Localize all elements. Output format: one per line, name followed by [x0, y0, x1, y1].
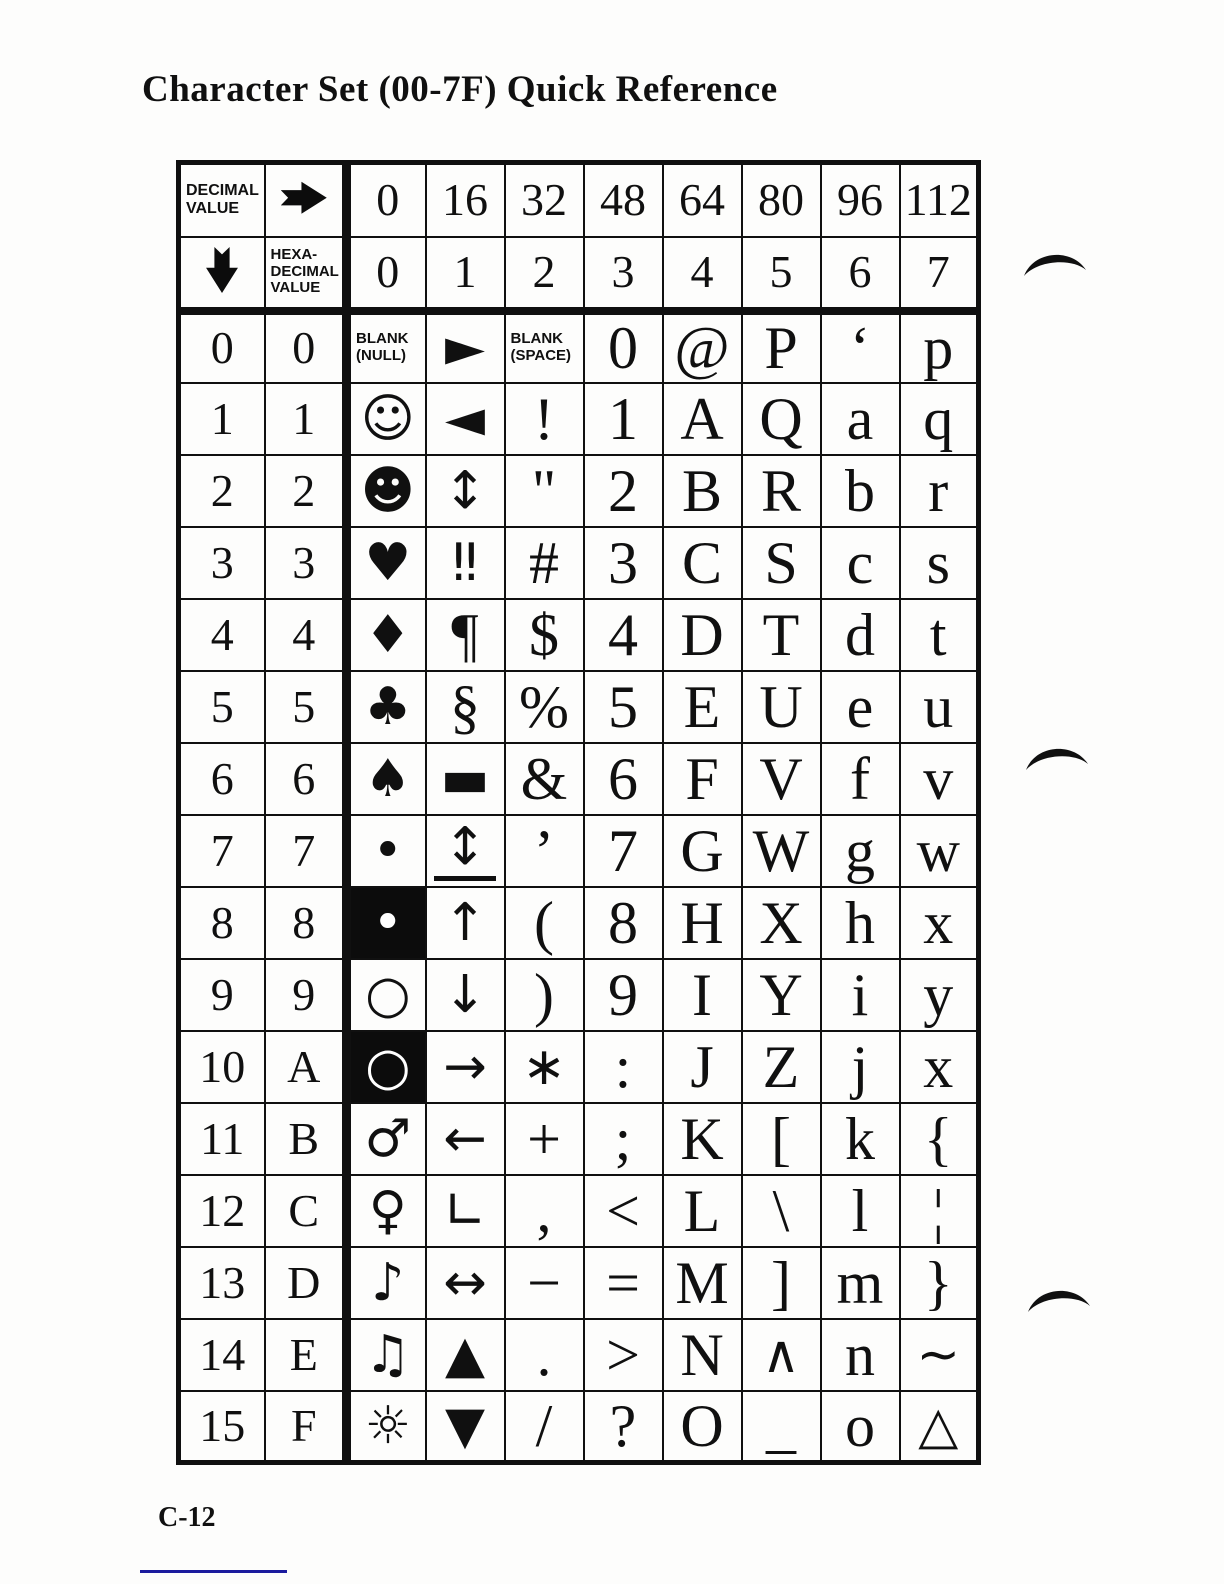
- hex-col-header: 0: [347, 237, 426, 311]
- decimal-col-header: 80: [742, 163, 821, 237]
- glyph-cell: o: [821, 1391, 900, 1463]
- glyph-cell: 1: [584, 383, 663, 455]
- glyph-cell: ♪: [347, 1247, 426, 1319]
- row-hex-value: E: [265, 1319, 347, 1391]
- glyph-cell: \: [742, 1175, 821, 1247]
- decimal-value-label: DECIMAL VALUE: [179, 163, 265, 237]
- glyph-cell: 4: [584, 599, 663, 671]
- glyph-cell: T: [742, 599, 821, 671]
- decimal-col-header: 64: [663, 163, 742, 237]
- glyph-cell: e: [821, 671, 900, 743]
- row-decimal-value: 7: [179, 815, 265, 887]
- row-hex-value: 9: [265, 959, 347, 1031]
- row-decimal-value: 6: [179, 743, 265, 815]
- glyph-cell: J: [663, 1031, 742, 1103]
- glyph-cell: 9: [584, 959, 663, 1031]
- glyph-cell: ↓: [426, 959, 505, 1031]
- table-row: [179, 527, 979, 599]
- glyph-cell: ♦: [347, 599, 426, 671]
- right-arrow-icon: [265, 163, 347, 237]
- glyph-cell: ∟: [426, 1175, 505, 1247]
- hex-col-header: 7: [900, 237, 979, 311]
- glyph-cell: }: [900, 1247, 979, 1319]
- glyph-cell: ←: [426, 1103, 505, 1175]
- row-decimal-value: 11: [179, 1103, 265, 1175]
- glyph-cell: E: [663, 671, 742, 743]
- glyph-cell: B: [663, 455, 742, 527]
- glyph-cell: •: [347, 815, 426, 887]
- glyph-cell: ►: [426, 311, 505, 383]
- hex-col-header: 4: [663, 237, 742, 311]
- table-row: [179, 1031, 979, 1103]
- table-row: [179, 1319, 979, 1391]
- hex-col-header: 5: [742, 237, 821, 311]
- glyph-cell: Y: [742, 959, 821, 1031]
- glyph-cell: ,: [505, 1175, 584, 1247]
- glyph-cell: 7: [584, 815, 663, 887]
- glyph-cell: ♫: [347, 1319, 426, 1391]
- glyph-cell: ↕: [426, 815, 505, 887]
- glyph-cell: 6: [584, 743, 663, 815]
- glyph-cell: ;: [584, 1103, 663, 1175]
- decimal-col-header: 96: [821, 163, 900, 237]
- glyph-cell: S: [742, 527, 821, 599]
- table-row: [179, 1247, 979, 1319]
- glyph-cell: w: [900, 815, 979, 887]
- table-row: [179, 383, 979, 455]
- glyph-cell: ∧: [742, 1319, 821, 1391]
- glyph-cell: u: [900, 671, 979, 743]
- row-hex-value: 5: [265, 671, 347, 743]
- page-title: Character Set (00-7F) Quick Reference: [142, 69, 778, 110]
- glyph-cell: C: [663, 527, 742, 599]
- glyph-cell: k: [821, 1103, 900, 1175]
- row-hex-value: 4: [265, 599, 347, 671]
- glyph-cell: t: [900, 599, 979, 671]
- glyph-cell: ‘: [821, 311, 900, 383]
- table-row: [179, 455, 979, 527]
- glyph-cell: X: [742, 887, 821, 959]
- hex-col-header: 3: [584, 237, 663, 311]
- glyph-cell: ○: [347, 959, 426, 1031]
- down-arrow-icon: [179, 237, 265, 311]
- glyph-cell: ↑: [426, 887, 505, 959]
- glyph-cell: R: [742, 455, 821, 527]
- glyph-cell: :: [584, 1031, 663, 1103]
- glyph-cell: {: [900, 1103, 979, 1175]
- hex-value-label: HEXA- DECIMAL VALUE: [265, 237, 347, 311]
- table-row: [179, 959, 979, 1031]
- table-row: [179, 671, 979, 743]
- glyph-cell: 5: [584, 671, 663, 743]
- row-decimal-value: 0: [179, 311, 265, 383]
- blank-label-cell: BLANK (NULL): [347, 311, 426, 383]
- glyph-cell: x: [900, 887, 979, 959]
- glyph-cell: O: [663, 1391, 742, 1463]
- glyph-cell: D: [663, 599, 742, 671]
- footer-rule: [140, 1570, 287, 1573]
- glyph-cell: 2: [584, 455, 663, 527]
- glyph-cell: v: [900, 743, 979, 815]
- glyph-cell: ‼: [426, 527, 505, 599]
- row-hex-value: C: [265, 1175, 347, 1247]
- row-decimal-value: 12: [179, 1175, 265, 1247]
- glyph-cell: #: [505, 527, 584, 599]
- table-row: [179, 599, 979, 671]
- decimal-col-header: 112: [900, 163, 979, 237]
- row-hex-value: 0: [265, 311, 347, 383]
- row-decimal-value: 8: [179, 887, 265, 959]
- glyph-cell: ☺: [347, 383, 426, 455]
- glyph-cell: A: [663, 383, 742, 455]
- glyph-cell: H: [663, 887, 742, 959]
- row-decimal-value: 10: [179, 1031, 265, 1103]
- binding-curl-mark-2: [1024, 740, 1090, 772]
- glyph-cell: ◄: [426, 383, 505, 455]
- glyph-cell: ¦: [900, 1175, 979, 1247]
- table-row: [179, 1175, 979, 1247]
- glyph-cell: ’: [505, 815, 584, 887]
- charset-table: [176, 160, 981, 1465]
- glyph-cell: [: [742, 1103, 821, 1175]
- glyph-cell: V: [742, 743, 821, 815]
- glyph-cell: ○: [347, 1031, 426, 1103]
- glyph-cell: ": [505, 455, 584, 527]
- glyph-cell: K: [663, 1103, 742, 1175]
- glyph-cell: L: [663, 1175, 742, 1247]
- glyph-cell: U: [742, 671, 821, 743]
- glyph-cell: +: [505, 1103, 584, 1175]
- decimal-col-header: 0: [347, 163, 426, 237]
- glyph-cell: ↔: [426, 1247, 505, 1319]
- glyph-cell: Z: [742, 1031, 821, 1103]
- glyph-cell: ¶: [426, 599, 505, 671]
- hex-col-header: 1: [426, 237, 505, 311]
- glyph-cell: M: [663, 1247, 742, 1319]
- row-decimal-value: 15: [179, 1391, 265, 1463]
- row-hex-value: B: [265, 1103, 347, 1175]
- glyph-cell: =: [584, 1247, 663, 1319]
- row-hex-value: 7: [265, 815, 347, 887]
- glyph-cell: −: [505, 1247, 584, 1319]
- glyph-cell: f: [821, 743, 900, 815]
- glyph-cell: >: [584, 1319, 663, 1391]
- hex-col-header: 2: [505, 237, 584, 311]
- glyph-cell: ]: [742, 1247, 821, 1319]
- row-hex-value: 1: [265, 383, 347, 455]
- page-number: C-12: [158, 1502, 216, 1533]
- glyph-cell: h: [821, 887, 900, 959]
- decimal-col-header: 32: [505, 163, 584, 237]
- row-hex-value: D: [265, 1247, 347, 1319]
- glyph-cell: W: [742, 815, 821, 887]
- glyph-cell: ∗: [505, 1031, 584, 1103]
- row-decimal-value: 1: [179, 383, 265, 455]
- row-hex-value: A: [265, 1031, 347, 1103]
- glyph-cell: r: [900, 455, 979, 527]
- glyph-cell: ): [505, 959, 584, 1031]
- glyph-cell: b: [821, 455, 900, 527]
- glyph-cell: &: [505, 743, 584, 815]
- glyph-cell: ♀: [347, 1175, 426, 1247]
- glyph-cell: 8: [584, 887, 663, 959]
- glyph-cell: y: [900, 959, 979, 1031]
- glyph-cell: ☻: [347, 455, 426, 527]
- glyph-cell: ?: [584, 1391, 663, 1463]
- glyph-cell: j: [821, 1031, 900, 1103]
- table-row: [179, 887, 979, 959]
- row-decimal-value: 4: [179, 599, 265, 671]
- glyph-cell: ♣: [347, 671, 426, 743]
- row-hex-value: 2: [265, 455, 347, 527]
- glyph-cell: P: [742, 311, 821, 383]
- glyph-cell: ↕: [426, 455, 505, 527]
- binding-curl-mark-1: [1022, 246, 1088, 278]
- table-row: [179, 815, 979, 887]
- glyph-cell: G: [663, 815, 742, 887]
- glyph-cell: ▼: [426, 1391, 505, 1463]
- glyph-cell: N: [663, 1319, 742, 1391]
- glyph-cell: (: [505, 887, 584, 959]
- glyph-cell: x: [900, 1031, 979, 1103]
- glyph-cell: @: [663, 311, 742, 383]
- glyph-cell: a: [821, 383, 900, 455]
- glyph-cell: %: [505, 671, 584, 743]
- table-row: [179, 1391, 979, 1463]
- glyph-cell: △: [900, 1391, 979, 1463]
- glyph-cell: i: [821, 959, 900, 1031]
- glyph-cell: c: [821, 527, 900, 599]
- row-decimal-value: 3: [179, 527, 265, 599]
- decimal-col-header: 48: [584, 163, 663, 237]
- glyph-cell: ∼: [900, 1319, 979, 1391]
- row-decimal-value: 13: [179, 1247, 265, 1319]
- glyph-cell: !: [505, 383, 584, 455]
- glyph-cell: n: [821, 1319, 900, 1391]
- hex-col-header: 6: [821, 237, 900, 311]
- table-row: [179, 1103, 979, 1175]
- glyph-cell: §: [426, 671, 505, 743]
- binding-curl-mark-3: [1026, 1282, 1092, 1314]
- row-hex-value: 3: [265, 527, 347, 599]
- glyph-cell: F: [663, 743, 742, 815]
- row-hex-value: F: [265, 1391, 347, 1463]
- row-decimal-value: 14: [179, 1319, 265, 1391]
- glyph-cell: ♠: [347, 743, 426, 815]
- glyph-cell: Q: [742, 383, 821, 455]
- row-hex-value: 6: [265, 743, 347, 815]
- glyph-cell: <: [584, 1175, 663, 1247]
- row-decimal-value: 9: [179, 959, 265, 1031]
- glyph-cell: I: [663, 959, 742, 1031]
- glyph-cell: $: [505, 599, 584, 671]
- glyph-cell: q: [900, 383, 979, 455]
- table-row: [179, 311, 979, 383]
- glyph-cell: /: [505, 1391, 584, 1463]
- glyph-cell: 0: [584, 311, 663, 383]
- glyph-cell: .: [505, 1319, 584, 1391]
- glyph-cell: ☼: [347, 1391, 426, 1463]
- glyph-cell: g: [821, 815, 900, 887]
- row-hex-value: 8: [265, 887, 347, 959]
- glyph-cell: p: [900, 311, 979, 383]
- row-decimal-value: 2: [179, 455, 265, 527]
- blank-label-cell: BLANK (SPACE): [505, 311, 584, 383]
- glyph-cell: •: [347, 887, 426, 959]
- glyph-cell: d: [821, 599, 900, 671]
- glyph-cell: ♂: [347, 1103, 426, 1175]
- glyph-cell: 3: [584, 527, 663, 599]
- glyph-cell: s: [900, 527, 979, 599]
- row-decimal-value: 5: [179, 671, 265, 743]
- decimal-col-header: 16: [426, 163, 505, 237]
- glyph-cell: ▬: [426, 743, 505, 815]
- glyph-cell: l: [821, 1175, 900, 1247]
- glyph-cell: m: [821, 1247, 900, 1319]
- table-row: [179, 743, 979, 815]
- glyph-cell: ♥: [347, 527, 426, 599]
- glyph-cell: →: [426, 1031, 505, 1103]
- glyph-cell: ▲: [426, 1319, 505, 1391]
- glyph-cell: _: [742, 1391, 821, 1463]
